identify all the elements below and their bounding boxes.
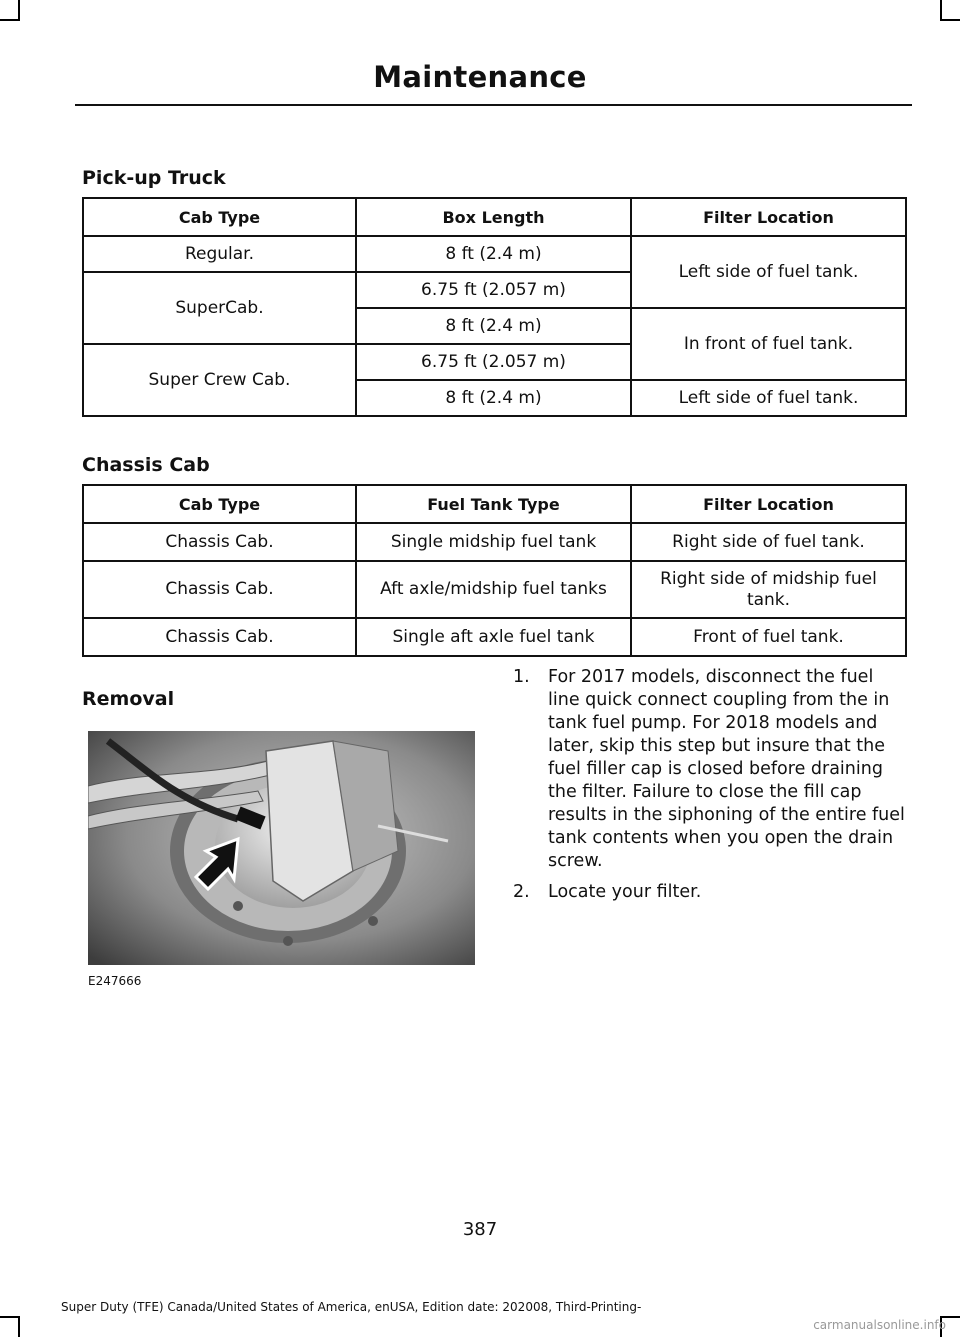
box-length-cell: 8 ft (2.4 m)	[356, 380, 631, 416]
box-length-cell: 8 ft (2.4 m)	[356, 236, 631, 272]
cab-type-cell: Chassis Cab.	[83, 618, 356, 656]
column-header-filter-location: Filter Location	[631, 485, 906, 523]
chassis-section-title: Chassis Cab	[82, 454, 210, 476]
crop-mark	[0, 19, 20, 21]
filter-location-cell: Left side of fuel tank.	[631, 380, 906, 416]
table-row	[83, 523, 906, 561]
column-header-cab-type: Cab Type	[83, 485, 356, 523]
header-divider	[75, 104, 912, 106]
fuel-pump-illustration	[88, 731, 475, 965]
table-row	[83, 561, 906, 618]
fuel-tank-type-cell: Single midship fuel tank	[356, 523, 631, 561]
edition-footer: Super Duty (TFE) Canada/United States of America, enUSA, Edition date: 202008, Third-Printing-	[61, 1300, 642, 1314]
crop-mark	[18, 1316, 20, 1337]
step-text: For 2017 models, disconnect the fuel line quick connect coupling from the in tank fuel pump. For 2018 models and later, skip this step but insure that the fuel filler cap is closed before draining the filter. Failure to close the fill cap results in the siphoning of the entire fuel tank contents when you open the drain screw.	[548, 667, 905, 871]
crop-mark	[0, 1316, 20, 1318]
table-row	[83, 618, 906, 656]
column-header-fuel-tank-type: Fuel Tank Type	[356, 485, 631, 523]
box-length-cell: 6.75 ft (2.057 m)	[356, 272, 631, 308]
cab-type-cell: Chassis Cab.	[83, 523, 356, 561]
fuel-tank-type-cell: Single aft axle fuel tank	[356, 618, 631, 656]
filter-location-cell: Front of fuel tank.	[631, 618, 906, 656]
step-number: 1.	[513, 667, 530, 687]
filter-location-cell: In front of fuel tank.	[631, 308, 906, 380]
step-number: 2.	[513, 882, 530, 902]
cab-type-cell: Regular.	[83, 236, 356, 272]
column-header-filter-location: Filter Location	[631, 198, 906, 236]
page-number: 387	[462, 1219, 498, 1240]
cab-type-cell: SuperCab.	[83, 272, 356, 344]
chassis-cab-table	[82, 484, 907, 657]
box-length-cell: 8 ft (2.4 m)	[356, 308, 631, 344]
crop-mark	[940, 19, 960, 21]
crop-mark	[18, 0, 20, 21]
filter-location-cell: Right side of fuel tank.	[631, 523, 906, 561]
pickup-truck-table	[82, 197, 907, 417]
column-header-box-length: Box Length	[356, 198, 631, 236]
image-reference-code: E247666	[88, 974, 142, 988]
filter-location-cell: Right side of midship fuel tank.	[631, 561, 906, 618]
list-item	[513, 666, 909, 873]
column-header-cab-type: Cab Type	[83, 198, 356, 236]
cab-type-cell: Chassis Cab.	[83, 561, 356, 618]
crop-mark	[940, 0, 942, 21]
pickup-section-title: Pick-up Truck	[82, 167, 226, 189]
box-length-cell: 6.75 ft (2.057 m)	[356, 344, 631, 380]
page-title: Maintenance	[373, 60, 587, 94]
fuel-pump-photo	[88, 731, 475, 965]
removal-steps-list	[513, 666, 909, 912]
watermark: carmanualsonline.info	[813, 1318, 946, 1332]
list-item	[513, 881, 909, 904]
table-row	[83, 236, 906, 272]
removal-section-title: Removal	[82, 688, 175, 710]
filter-location-cell: Left side of fuel tank.	[631, 236, 906, 308]
fuel-tank-type-cell: Aft axle/midship fuel tanks	[356, 561, 631, 618]
cab-type-cell: Super Crew Cab.	[83, 344, 356, 416]
step-text: Locate your filter.	[548, 882, 702, 902]
